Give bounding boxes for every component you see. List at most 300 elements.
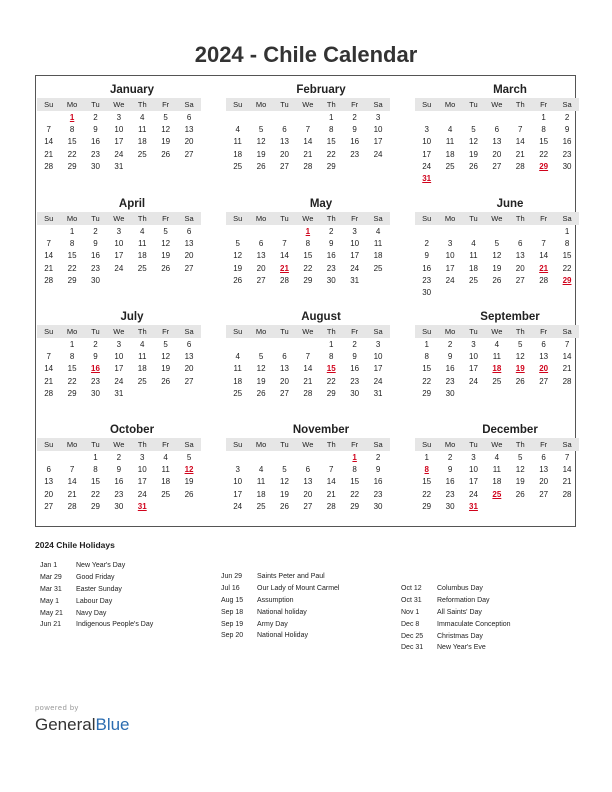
- day-cell: 20: [256, 263, 266, 273]
- day-cell: 5: [163, 339, 168, 349]
- week-row: [37, 148, 201, 160]
- month-july: [37, 309, 201, 399]
- day-cell: 25: [161, 489, 171, 499]
- day-cell: 2: [424, 238, 429, 248]
- holiday-item: [221, 630, 339, 642]
- week-row: [37, 488, 201, 500]
- day-cell: 4: [235, 351, 240, 361]
- day-cell: 3: [116, 226, 122, 236]
- week-row: [415, 237, 579, 249]
- week-row: [415, 387, 579, 399]
- day-cell: 9: [447, 464, 453, 474]
- brand-logo: [35, 715, 130, 735]
- weekday-label: We: [113, 327, 125, 336]
- week-row: [415, 451, 579, 463]
- day-cell: 25: [256, 501, 266, 511]
- day-cell: 6: [541, 339, 546, 349]
- week-row: [37, 250, 201, 262]
- day-cell: 20: [515, 263, 525, 273]
- weekday-label: Fr: [162, 440, 170, 449]
- week-row: [415, 148, 579, 160]
- day-cell: 2: [329, 226, 334, 236]
- day-cell: 12: [161, 124, 171, 134]
- day-cell: 19: [161, 251, 171, 261]
- holiday-day-cell: 16: [91, 364, 100, 374]
- day-cell: 9: [447, 351, 453, 361]
- powered-by-text: powered by: [35, 703, 79, 712]
- day-cell: 27: [303, 501, 313, 511]
- day-cell: 6: [46, 464, 51, 474]
- day-cell: 21: [44, 263, 54, 273]
- week-row: [415, 363, 579, 375]
- day-cell: 28: [280, 275, 289, 285]
- day-cell: 27: [184, 149, 194, 159]
- day-cell: 14: [515, 137, 525, 147]
- day-cell: 14: [67, 477, 77, 487]
- weekday-header: [37, 325, 201, 338]
- holiday-date: Sep 20: [221, 632, 244, 640]
- week-row: [415, 338, 579, 350]
- day-cell: 12: [515, 351, 525, 361]
- day-cell: 9: [116, 464, 122, 474]
- weekday-label: Th: [326, 327, 336, 336]
- weekday-label: Fr: [162, 214, 170, 223]
- week-row: [226, 136, 390, 148]
- day-cell: 10: [373, 351, 383, 361]
- week-row: [37, 136, 201, 148]
- weekday-label: Sa: [373, 440, 383, 449]
- day-cell: 23: [91, 263, 100, 273]
- week-row: [37, 338, 201, 350]
- holiday-date: Jun 29: [221, 573, 243, 581]
- day-cell: 29: [350, 501, 360, 511]
- holiday-day-cell: 21: [280, 263, 289, 273]
- weekday-label: We: [113, 440, 125, 449]
- day-cell: 18: [137, 364, 147, 374]
- weekday-label: Fr: [162, 100, 170, 109]
- day-cell: 23: [562, 149, 572, 159]
- day-cell: 28: [44, 161, 54, 171]
- day-cell: 22: [326, 376, 336, 386]
- day-cell: 9: [352, 351, 357, 361]
- day-cell: 3: [471, 452, 476, 462]
- day-cell: 13: [256, 251, 266, 261]
- day-cell: 17: [422, 149, 432, 159]
- day-cell: 10: [469, 351, 478, 361]
- day-cell: 20: [303, 489, 313, 499]
- day-cell: 16: [350, 364, 360, 374]
- day-cell: 28: [562, 376, 572, 386]
- day-cell: 8: [424, 351, 429, 361]
- day-cell: 22: [562, 263, 572, 273]
- weekday-label: Sa: [184, 440, 194, 449]
- holiday-date: Oct 12: [401, 585, 422, 593]
- day-cell: 9: [564, 124, 570, 134]
- day-cell: 16: [350, 137, 360, 147]
- month-november: [226, 422, 390, 512]
- day-cell: 12: [256, 137, 266, 147]
- holiday-item: [221, 571, 339, 583]
- day-cell: 1: [69, 339, 75, 349]
- day-cell: 29: [422, 388, 432, 398]
- day-cell: 30: [326, 275, 336, 285]
- day-cell: 22: [422, 376, 432, 386]
- day-cell: 20: [44, 489, 54, 499]
- weekday-label: We: [491, 440, 503, 449]
- day-cell: 30: [445, 388, 455, 398]
- day-cell: 29: [67, 388, 77, 398]
- day-cell: 22: [422, 489, 432, 499]
- day-cell: 10: [350, 238, 360, 248]
- day-cell: 2: [93, 112, 98, 122]
- day-cell: 24: [469, 489, 478, 499]
- day-cell: 16: [326, 251, 336, 261]
- holiday-day-cell: 31: [469, 501, 478, 511]
- week-row: [37, 500, 201, 512]
- day-cell: 22: [539, 149, 549, 159]
- day-cell: 26: [184, 489, 194, 499]
- day-cell: 17: [137, 477, 147, 487]
- day-cell: 7: [518, 124, 523, 134]
- day-cell: 19: [161, 137, 171, 147]
- holiday-item: [401, 583, 511, 595]
- day-cell: 21: [303, 149, 313, 159]
- weekday-label: Tu: [280, 327, 289, 336]
- day-cell: 25: [469, 275, 478, 285]
- weekday-label: We: [302, 440, 314, 449]
- holiday-name: Labour Day: [76, 597, 113, 605]
- day-cell: 5: [163, 226, 168, 236]
- weekday-header: [415, 325, 579, 338]
- day-cell: 2: [447, 452, 453, 462]
- day-cell: 17: [469, 364, 478, 374]
- weekday-label: Tu: [91, 214, 100, 223]
- day-cell: 12: [161, 351, 171, 361]
- holiday-item: [40, 584, 153, 596]
- day-cell: 13: [303, 477, 313, 487]
- weekday-label: We: [302, 100, 314, 109]
- day-cell: 29: [91, 501, 100, 511]
- holiday-name: National Holiday: [257, 632, 308, 640]
- month-january: [37, 82, 201, 172]
- weekday-label: Th: [137, 100, 147, 109]
- holiday-day-cell: 18: [492, 364, 502, 374]
- week-row: [226, 225, 390, 237]
- day-cell: 27: [184, 263, 194, 273]
- holiday-name: Navy Day: [76, 609, 107, 617]
- month-name: June: [496, 198, 524, 210]
- day-cell: 4: [140, 226, 145, 236]
- day-cell: 16: [114, 477, 124, 487]
- holiday-name: Easter Sunday: [76, 585, 122, 593]
- holiday-day-cell: 1: [352, 452, 357, 462]
- day-cell: 15: [67, 251, 77, 261]
- day-cell: 18: [256, 489, 266, 499]
- day-cell: 11: [233, 137, 242, 147]
- day-cell: 24: [422, 161, 432, 171]
- day-cell: 15: [422, 364, 432, 374]
- holiday-name: Christmas Day: [437, 632, 483, 640]
- day-cell: 23: [350, 149, 360, 159]
- day-cell: 20: [492, 149, 502, 159]
- day-cell: 8: [564, 238, 570, 248]
- day-cell: 8: [69, 351, 75, 361]
- day-cell: 23: [373, 489, 383, 499]
- day-cell: 28: [44, 275, 54, 285]
- day-cell: 28: [515, 161, 525, 171]
- day-cell: 17: [114, 251, 124, 261]
- day-cell: 1: [329, 112, 334, 122]
- weekday-label: Th: [137, 440, 147, 449]
- holiday-name: National holiday: [257, 608, 307, 616]
- holiday-item: [40, 619, 153, 631]
- day-cell: 20: [280, 149, 289, 159]
- day-cell: 14: [280, 251, 289, 261]
- day-cell: 12: [515, 464, 525, 474]
- month-december: [415, 422, 579, 512]
- day-cell: 2: [447, 339, 453, 349]
- weekday-label: We: [302, 214, 314, 223]
- month-name: January: [109, 84, 155, 96]
- day-cell: 17: [114, 137, 124, 147]
- day-cell: 7: [282, 238, 287, 248]
- day-cell: 26: [492, 275, 502, 285]
- day-cell: 13: [184, 238, 194, 248]
- day-cell: 4: [140, 339, 145, 349]
- month-name: September: [480, 311, 540, 323]
- weekday-label: We: [491, 214, 503, 223]
- holiday-name: Army Day: [257, 620, 288, 628]
- week-row: [415, 476, 579, 488]
- day-cell: 14: [303, 364, 313, 374]
- day-cell: 11: [445, 137, 455, 147]
- page-title: 2024 - Chile Calendar: [194, 42, 418, 67]
- day-cell: 4: [163, 452, 168, 462]
- week-row: [226, 250, 390, 262]
- day-cell: 31: [373, 388, 383, 398]
- day-cell: 15: [67, 364, 77, 374]
- weekday-label: Sa: [184, 100, 194, 109]
- holiday-item: [221, 618, 339, 630]
- holiday-date: May 1: [40, 597, 60, 605]
- weekday-label: Th: [515, 214, 525, 223]
- week-row: [415, 375, 579, 387]
- day-cell: 8: [541, 124, 546, 134]
- day-cell: 13: [539, 464, 549, 474]
- weekday-label: Mo: [255, 327, 267, 336]
- week-row: [415, 350, 579, 362]
- day-cell: 27: [280, 161, 289, 171]
- weekday-header: [37, 212, 201, 225]
- day-cell: 4: [375, 226, 381, 236]
- day-cell: 18: [161, 477, 171, 487]
- day-cell: 17: [373, 137, 383, 147]
- holiday-date: Mar 31: [40, 585, 62, 593]
- holiday-date: Aug 15: [221, 596, 244, 604]
- day-cell: 1: [329, 339, 334, 349]
- weekday-label: Su: [422, 440, 432, 449]
- day-cell: 30: [445, 501, 455, 511]
- day-cell: 23: [445, 376, 455, 386]
- day-cell: 8: [69, 238, 75, 248]
- day-cell: 5: [518, 452, 523, 462]
- day-cell: 11: [256, 477, 266, 487]
- day-cell: 30: [350, 388, 360, 398]
- week-row: [415, 172, 579, 184]
- holiday-date: Nov 1: [401, 608, 420, 616]
- day-cell: 11: [138, 124, 147, 134]
- day-cell: 3: [140, 452, 145, 462]
- day-cell: 29: [326, 161, 336, 171]
- day-cell: 20: [184, 251, 194, 261]
- holiday-date: Jul 16: [221, 585, 240, 593]
- weekday-label: Tu: [469, 214, 478, 223]
- weekday-label: Th: [326, 100, 336, 109]
- month-june: [415, 196, 579, 299]
- day-cell: 17: [445, 263, 455, 273]
- day-cell: 26: [280, 501, 289, 511]
- day-cell: 22: [67, 149, 77, 159]
- day-cell: 24: [137, 489, 147, 499]
- day-cell: 26: [256, 388, 266, 398]
- day-cell: 21: [303, 376, 313, 386]
- day-cell: 27: [280, 388, 289, 398]
- day-cell: 24: [469, 376, 478, 386]
- day-cell: 7: [305, 124, 311, 134]
- day-cell: 7: [329, 464, 334, 474]
- day-cell: 6: [186, 339, 192, 349]
- holiday-date: Sep 19: [221, 620, 244, 628]
- day-cell: 24: [445, 275, 455, 285]
- weekday-label: Sa: [373, 327, 383, 336]
- day-cell: 15: [67, 137, 77, 147]
- day-cell: 21: [67, 489, 77, 499]
- day-cell: 13: [492, 137, 502, 147]
- week-row: [415, 123, 579, 135]
- day-cell: 27: [184, 376, 194, 386]
- week-row: [37, 160, 201, 172]
- week-row: [226, 488, 390, 500]
- holiday-name: Reformation Day: [437, 597, 490, 605]
- weekday-label: Tu: [469, 327, 478, 336]
- day-cell: 13: [184, 351, 194, 361]
- day-cell: 23: [91, 376, 100, 386]
- day-cell: 19: [233, 263, 243, 273]
- brand-general: General: [35, 715, 96, 734]
- day-cell: 23: [91, 149, 100, 159]
- holiday-day-cell: 31: [137, 501, 147, 511]
- holiday-item: [401, 642, 511, 654]
- day-cell: 3: [116, 112, 122, 122]
- day-cell: 21: [515, 149, 525, 159]
- week-row: [37, 262, 201, 274]
- day-cell: 13: [280, 364, 289, 374]
- day-cell: 9: [375, 464, 381, 474]
- week-row: [37, 350, 201, 362]
- weekday-label: Mo: [444, 327, 456, 336]
- day-cell: 26: [256, 161, 266, 171]
- month-name: October: [109, 424, 155, 436]
- weekday-label: Th: [515, 440, 525, 449]
- day-cell: 13: [44, 477, 54, 487]
- day-cell: 29: [326, 388, 336, 398]
- day-cell: 28: [67, 501, 77, 511]
- day-cell: 5: [282, 464, 287, 474]
- month-name: March: [493, 84, 527, 96]
- holiday-date: Sep 18: [221, 608, 244, 616]
- day-cell: 26: [469, 161, 478, 171]
- holiday-date: Jan 1: [40, 562, 58, 570]
- day-cell: 16: [91, 251, 100, 261]
- week-row: [415, 500, 579, 512]
- day-cell: 2: [352, 112, 357, 122]
- day-cell: 2: [375, 452, 381, 462]
- day-cell: 9: [93, 124, 98, 134]
- day-cell: 30: [373, 501, 383, 511]
- day-cell: 8: [69, 124, 75, 134]
- day-cell: 3: [375, 112, 381, 122]
- weekday-label: Mo: [444, 100, 456, 109]
- holiday-name: All Saints' Day: [437, 608, 482, 616]
- weekday-label: Sa: [184, 214, 194, 223]
- day-cell: 20: [280, 376, 289, 386]
- day-cell: 3: [471, 339, 476, 349]
- month-april: [37, 196, 201, 286]
- weekday-label: Fr: [351, 100, 359, 109]
- day-cell: 21: [562, 477, 572, 487]
- holiday-date: Oct 31: [401, 597, 422, 605]
- week-row: [415, 250, 579, 262]
- day-cell: 10: [373, 124, 383, 134]
- weekday-label: Mo: [444, 214, 456, 223]
- weekday-label: Fr: [540, 214, 548, 223]
- weekday-label: Su: [422, 327, 432, 336]
- day-cell: 3: [447, 238, 453, 248]
- day-cell: 5: [163, 112, 168, 122]
- weekday-header: [226, 212, 390, 225]
- week-row: [226, 160, 390, 172]
- weekday-label: Mo: [66, 327, 78, 336]
- day-cell: 15: [303, 251, 313, 261]
- day-cell: 20: [184, 137, 194, 147]
- week-row: [37, 463, 201, 475]
- holiday-date: Jun 21: [40, 621, 62, 629]
- day-cell: 17: [373, 364, 383, 374]
- day-cell: 18: [373, 251, 383, 261]
- weekday-header: [415, 212, 579, 225]
- weekday-label: Su: [44, 440, 54, 449]
- day-cell: 27: [539, 489, 549, 499]
- month-february: [226, 82, 390, 172]
- day-cell: 30: [422, 288, 432, 298]
- day-cell: 7: [69, 464, 75, 474]
- day-cell: 10: [445, 251, 455, 261]
- day-cell: 2: [116, 452, 122, 462]
- day-cell: 31: [114, 161, 124, 171]
- day-cell: 11: [373, 238, 383, 248]
- day-cell: 10: [114, 124, 124, 134]
- day-cell: 22: [350, 489, 360, 499]
- day-cell: 18: [137, 137, 147, 147]
- day-cell: 18: [137, 251, 147, 261]
- week-row: [226, 363, 390, 375]
- week-row: [226, 387, 390, 399]
- holiday-item: [40, 560, 153, 572]
- day-cell: 9: [352, 124, 357, 134]
- day-cell: 2: [352, 339, 357, 349]
- holiday-item: [221, 606, 339, 618]
- day-cell: 27: [492, 161, 502, 171]
